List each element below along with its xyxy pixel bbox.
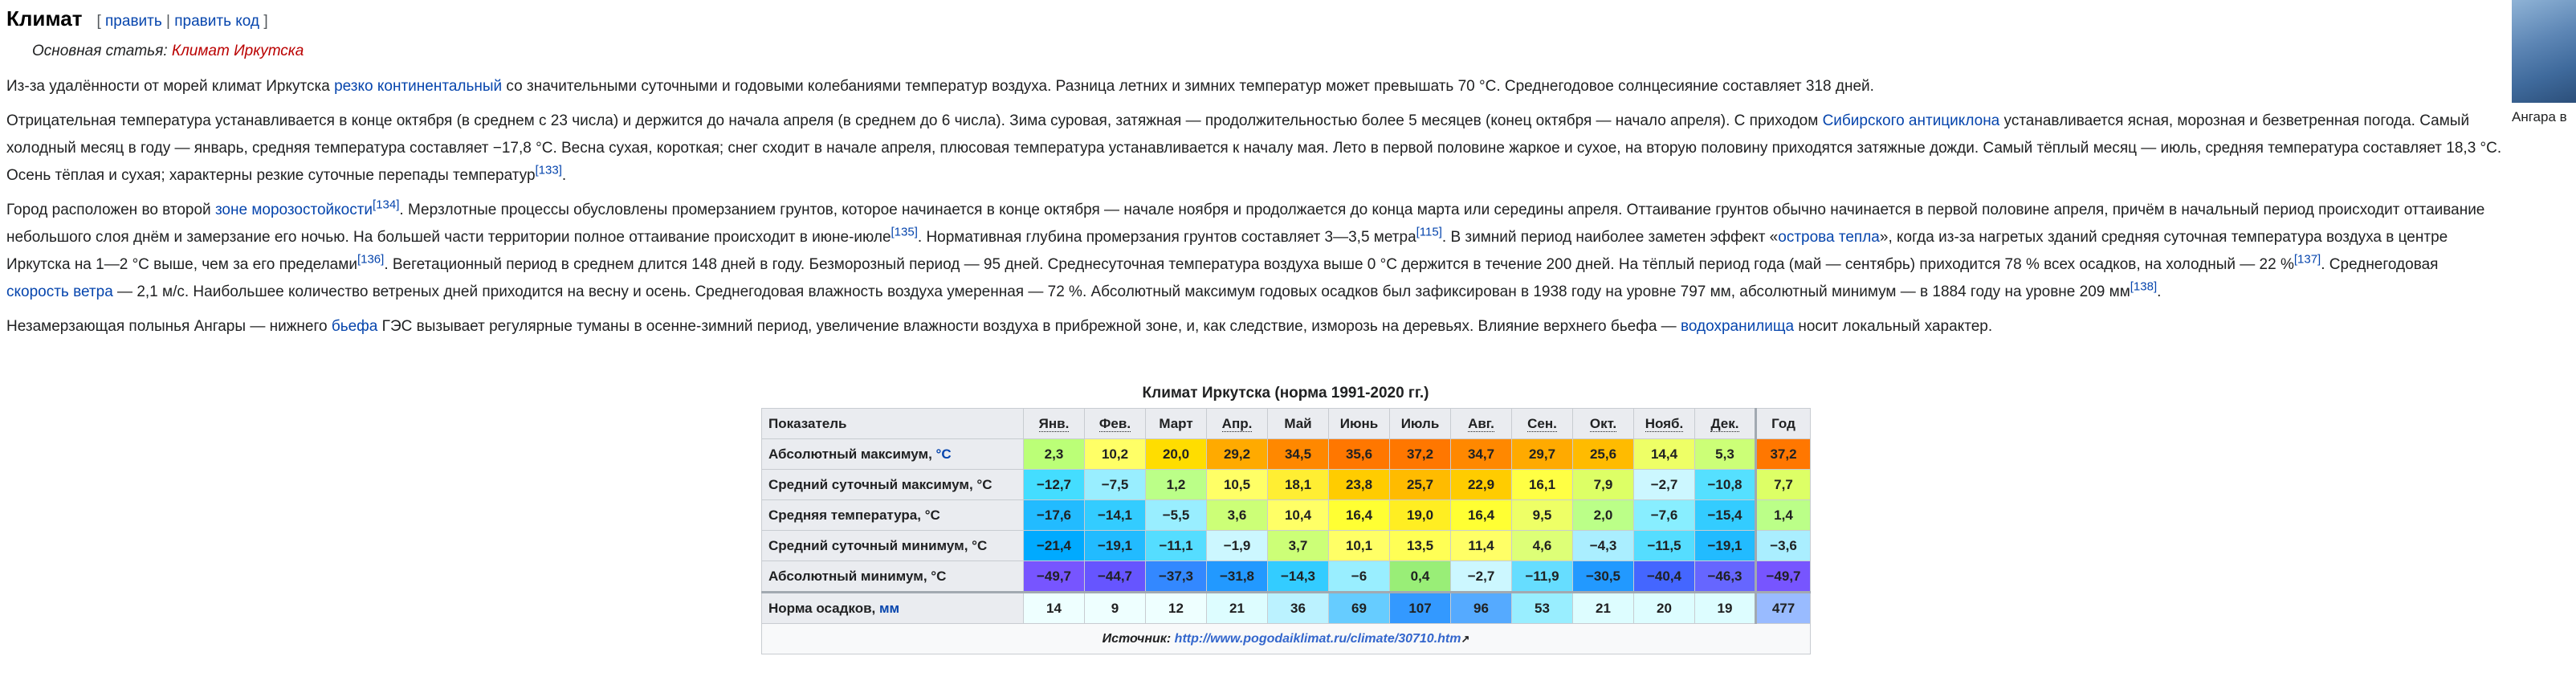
header-month xyxy=(1451,409,1512,439)
table-cell: 29,7 xyxy=(1512,439,1573,470)
table-cell: −15,4 xyxy=(1695,500,1756,531)
thumbnail-caption: Ангара в xyxy=(2512,109,2567,124)
header-month xyxy=(1146,409,1207,439)
table-cell: 37,2 xyxy=(1390,439,1451,470)
table-cell: 9 xyxy=(1085,593,1146,624)
table-cell: −12,7 xyxy=(1024,470,1085,500)
table-cell: −14,1 xyxy=(1085,500,1146,531)
header-month xyxy=(1512,409,1573,439)
table-cell: 14 xyxy=(1024,593,1085,624)
table-cell: 21 xyxy=(1207,593,1268,624)
table-cell: −46,3 xyxy=(1695,561,1756,593)
header-month xyxy=(1329,409,1390,439)
table-cell: 96 xyxy=(1451,593,1512,624)
table-cell: −2,7 xyxy=(1634,470,1695,500)
table-cell: 18,1 xyxy=(1268,470,1329,500)
table-header-row xyxy=(762,409,1811,439)
ref-115[interactable]: [115] xyxy=(1416,225,1442,239)
table-cell: 20 xyxy=(1634,593,1695,624)
section-title: Климат xyxy=(6,6,83,31)
row-label: Норма осадков, мм xyxy=(762,593,1024,624)
climate-table-body xyxy=(762,439,1811,624)
table-cell: 3,6 xyxy=(1207,500,1268,531)
table-cell: −7,6 xyxy=(1634,500,1695,531)
climate-table-caption: Климат Иркутска (норма 1991-2020 гг.) xyxy=(1142,385,1429,402)
ref-134[interactable]: [134] xyxy=(373,198,400,212)
table-cell: 19,0 xyxy=(1390,500,1451,531)
source-row xyxy=(762,624,1811,654)
year-cell: −3,6 xyxy=(1756,531,1811,561)
row-label: Средний суточный максимум, °C xyxy=(762,470,1024,500)
table-cell: −11,1 xyxy=(1146,531,1207,561)
angara-photo[interactable] xyxy=(2512,0,2576,103)
table-cell: −19,1 xyxy=(1085,531,1146,561)
table-cell: 10,5 xyxy=(1207,470,1268,500)
year-cell: 1,4 xyxy=(1756,500,1811,531)
table-row xyxy=(762,470,1811,500)
table-cell: 20,0 xyxy=(1146,439,1207,470)
ref-133[interactable]: [133] xyxy=(535,163,562,177)
row-label: Абсолютный минимум, °C xyxy=(762,561,1024,593)
table-cell: −7,5 xyxy=(1085,470,1146,500)
table-cell: 4,6 xyxy=(1512,531,1573,561)
link-continental[interactable]: резко континентальный xyxy=(334,78,503,95)
table-cell: 7,9 xyxy=(1573,470,1634,500)
link-anticyclone[interactable]: Сибирского антициклона xyxy=(1822,112,2000,129)
hatnote-link[interactable]: Климат Иркутска xyxy=(171,43,304,59)
row-label: Средняя температура, °C xyxy=(762,500,1024,531)
table-cell: −40,4 xyxy=(1634,561,1695,593)
table-row xyxy=(762,500,1811,531)
table-cell: 5,3 xyxy=(1695,439,1756,470)
table-cell: −49,7 xyxy=(1024,561,1085,593)
unit-link[interactable]: мм xyxy=(878,600,900,616)
header-month-label: Май xyxy=(1284,415,1312,431)
link-heat-island[interactable]: острова тепла xyxy=(1778,229,1880,246)
paragraph-3: Город расположен во второй зоне морозостойкости[134]. Мерзлотные процессы обусловлены промерзанием грунтов, которое начинается в конце октября — начале ноября и продолжается до конца марта или середины апреля. Оттаивание грунтов обычно начинается в первой половине апреля, причём в начальный период происходит оттаивание небольшого слоя днём и замерзание его ночью. На большей части территории полное оттаивание происходит в июне-июле[135]. Нормативная глубина промерзания грунтов составляет 3—3,5 метра[115]. В зимний период наиболее заметен эффект «острова тепла», когда из-за нагретых зданий средняя суточная температура воздуха в центре Иркутска на 1—2 °С выше, чем за его пределами[136]. Вегетационный период в среднем длится 148 дней в году. Безморозный период — 95 дней. Среднесуточная температура воздуха выше 0 °С держится в течение 200 дней. На тёплый период года (май — сентябрь) приходится 78 % всех осадков, на холодный — 22 %[137]. Среднегодовая скорость ветра — 2,1 м/с. Наибольшее количество ветреных дней приходится на весну и осень. Среднегодовая влажность воздуха умеренная — 72 %. Абсолютный максимум годовых осадков был зафиксирован в 1938 году на уровне 797 мм, абсолютный минимум — в 1884 году на уровне 209 мм[138]. xyxy=(6,198,2485,300)
year-cell: 7,7 xyxy=(1756,470,1811,500)
table-row xyxy=(762,593,1811,624)
table-cell: 22,9 xyxy=(1451,470,1512,500)
ref-135[interactable]: [135] xyxy=(891,225,918,239)
header-month xyxy=(1024,409,1085,439)
table-cell: 25,7 xyxy=(1390,470,1451,500)
header-month xyxy=(1695,409,1756,439)
table-cell: −10,8 xyxy=(1695,470,1756,500)
section-heading xyxy=(6,0,2502,35)
hatnote: Основная статья: Климат Иркутска xyxy=(32,43,304,59)
header-month xyxy=(1634,409,1695,439)
table-cell: 10,4 xyxy=(1268,500,1329,531)
header-month xyxy=(1268,409,1329,439)
table-cell: −17,6 xyxy=(1024,500,1085,531)
table-cell: 25,6 xyxy=(1573,439,1634,470)
table-cell: −37,3 xyxy=(1146,561,1207,593)
table-cell: 3,7 xyxy=(1268,531,1329,561)
header-month-label: Окт. xyxy=(1589,415,1617,431)
table-cell: 19 xyxy=(1695,593,1756,624)
table-cell: 11,4 xyxy=(1451,531,1512,561)
table-cell: 16,1 xyxy=(1512,470,1573,500)
table-cell: 36 xyxy=(1268,593,1329,624)
table-row xyxy=(762,531,1811,561)
paragraph-4: Незамерзающая полынья Ангары — нижнего бьефа ГЭС вызывает регулярные туманы в осенне-зимний период, увеличение влажности воздуха в прибрежной зоне, и, как следствие, изморозь на деревьях. Влияние верхнего бьефа — водохранилища носит локальный характер. xyxy=(6,318,1993,335)
table-cell: −44,7 xyxy=(1085,561,1146,593)
table-cell: 21 xyxy=(1573,593,1634,624)
ref-137[interactable]: [137] xyxy=(2293,252,2321,267)
table-cell: −11,5 xyxy=(1634,531,1695,561)
table-cell: 16,4 xyxy=(1451,500,1512,531)
header-month-label: Сен. xyxy=(1527,415,1557,431)
unit-link[interactable]: °C xyxy=(935,446,952,462)
source-cell xyxy=(762,624,1811,654)
header-month xyxy=(1390,409,1451,439)
link-wind-speed[interactable]: скорость ветра xyxy=(6,283,113,300)
year-cell: −49,7 xyxy=(1756,561,1811,593)
table-cell: −11,9 xyxy=(1512,561,1573,593)
table-cell: 53 xyxy=(1512,593,1573,624)
table-cell: 23,8 xyxy=(1329,470,1390,500)
header-month xyxy=(1573,409,1634,439)
table-cell: −6 xyxy=(1329,561,1390,593)
table-cell: 29,2 xyxy=(1207,439,1268,470)
table-cell: 14,4 xyxy=(1634,439,1695,470)
climate-table-block xyxy=(761,383,1810,654)
table-cell: 34,5 xyxy=(1268,439,1329,470)
table-row xyxy=(762,561,1811,593)
table-cell: 10,2 xyxy=(1085,439,1146,470)
header-year: Год xyxy=(1756,409,1811,439)
table-cell: −5,5 xyxy=(1146,500,1207,531)
section-edit-links: [ править | править код ] xyxy=(96,13,268,30)
header-month-label: Нояб. xyxy=(1645,415,1684,431)
climate-table xyxy=(761,408,1811,654)
header-month-label: Авг. xyxy=(1468,415,1494,431)
table-cell: −2,7 xyxy=(1451,561,1512,593)
paragraph-2: Отрицательная температура устанавливается в конце октября (в среднем с 23 числа) и держится до начала апреля (в среднем до 6 числа). Зима суровая, затяжная — продолжительностью более 5 месяцев (конец октября — начало апреля). С приходом Сибирского антициклона устанавливается ясная, морозная и безветренная погода. Самый холодный месяц в году — январь, средняя температура составляет −17,8 °С. Весна сухая, короткая; снег сходит в начале апреля, плюсовая температура устанавливается к началу мая. Лето в первой половине жаркое и сухое, на вторую половину приходятся затяжные дожди. Самый тёплый месяц — июль, средняя температура составляет 18,3 °С. Осень тёплая и сухая; характерны резкие суточные перепады температур[133]. xyxy=(6,112,2502,184)
table-cell: −1,9 xyxy=(1207,531,1268,561)
header-month-label: Март xyxy=(1159,415,1193,431)
header-month-label: Июнь xyxy=(1339,415,1379,431)
row-label: Абсолютный максимум, °C xyxy=(762,439,1024,470)
edit-link[interactable]: править xyxy=(105,13,162,30)
table-cell: −31,8 xyxy=(1207,561,1268,593)
table-cell: −30,5 xyxy=(1573,561,1634,593)
table-cell: 0,4 xyxy=(1390,561,1451,593)
table-cell: 2,3 xyxy=(1024,439,1085,470)
header-month xyxy=(1207,409,1268,439)
header-month-label: Апр. xyxy=(1221,415,1253,431)
header-month xyxy=(1085,409,1146,439)
table-cell: −19,1 xyxy=(1695,531,1756,561)
thumbnail[interactable] xyxy=(2505,0,2576,126)
header-month-label: Июль xyxy=(1400,415,1440,431)
table-cell: −4,3 xyxy=(1573,531,1634,561)
table-cell: 35,6 xyxy=(1329,439,1390,470)
header-month-label: Фев. xyxy=(1098,415,1131,431)
external-link-icon: ↗ xyxy=(1461,632,1470,645)
table-cell: 16,4 xyxy=(1329,500,1390,531)
row-label: Средний суточный минимум, °C xyxy=(762,531,1024,561)
edit-code-link[interactable]: править код xyxy=(174,13,260,30)
table-cell: 34,7 xyxy=(1451,439,1512,470)
table-cell: −14,3 xyxy=(1268,561,1329,593)
ref-136[interactable]: [136] xyxy=(357,252,385,267)
source-label: Источник: xyxy=(1102,631,1172,646)
table-cell: 107 xyxy=(1390,593,1451,624)
header-month-label: Дек. xyxy=(1710,415,1739,431)
link-hardiness-zone[interactable]: зоне морозостойкости xyxy=(214,202,373,218)
table-cell: 9,5 xyxy=(1512,500,1573,531)
table-cell: −21,4 xyxy=(1024,531,1085,561)
link-reservoir[interactable]: водохранилища xyxy=(1680,318,1795,335)
article-content xyxy=(6,0,2502,340)
paragraph-1: Из-за удалённости от морей климат Иркутска резко континентальный со значительными суточными и годовыми колебаниями температур воздуха. Разница летних и зимних температур может превышать 70 °С. Среднегодовое солнцесияние составляет 318 дней. xyxy=(6,78,1874,95)
year-cell: 37,2 xyxy=(1756,439,1811,470)
table-cell: 69 xyxy=(1329,593,1390,624)
header-month-label: Янв. xyxy=(1038,415,1070,431)
source-link[interactable]: http://www.pogodaiklimat.ru/climate/30710.htm xyxy=(1174,631,1461,646)
year-cell: 477 xyxy=(1756,593,1811,624)
table-cell: 13,5 xyxy=(1390,531,1451,561)
table-cell: 10,1 xyxy=(1329,531,1390,561)
table-cell: 1,2 xyxy=(1146,470,1207,500)
table-cell: 12 xyxy=(1146,593,1207,624)
table-row xyxy=(762,439,1811,470)
header-indicator: Показатель xyxy=(762,409,1024,439)
table-cell: 2,0 xyxy=(1573,500,1634,531)
link-tailwater[interactable]: бьефа xyxy=(331,318,378,335)
ref-138[interactable]: [138] xyxy=(2130,279,2158,294)
